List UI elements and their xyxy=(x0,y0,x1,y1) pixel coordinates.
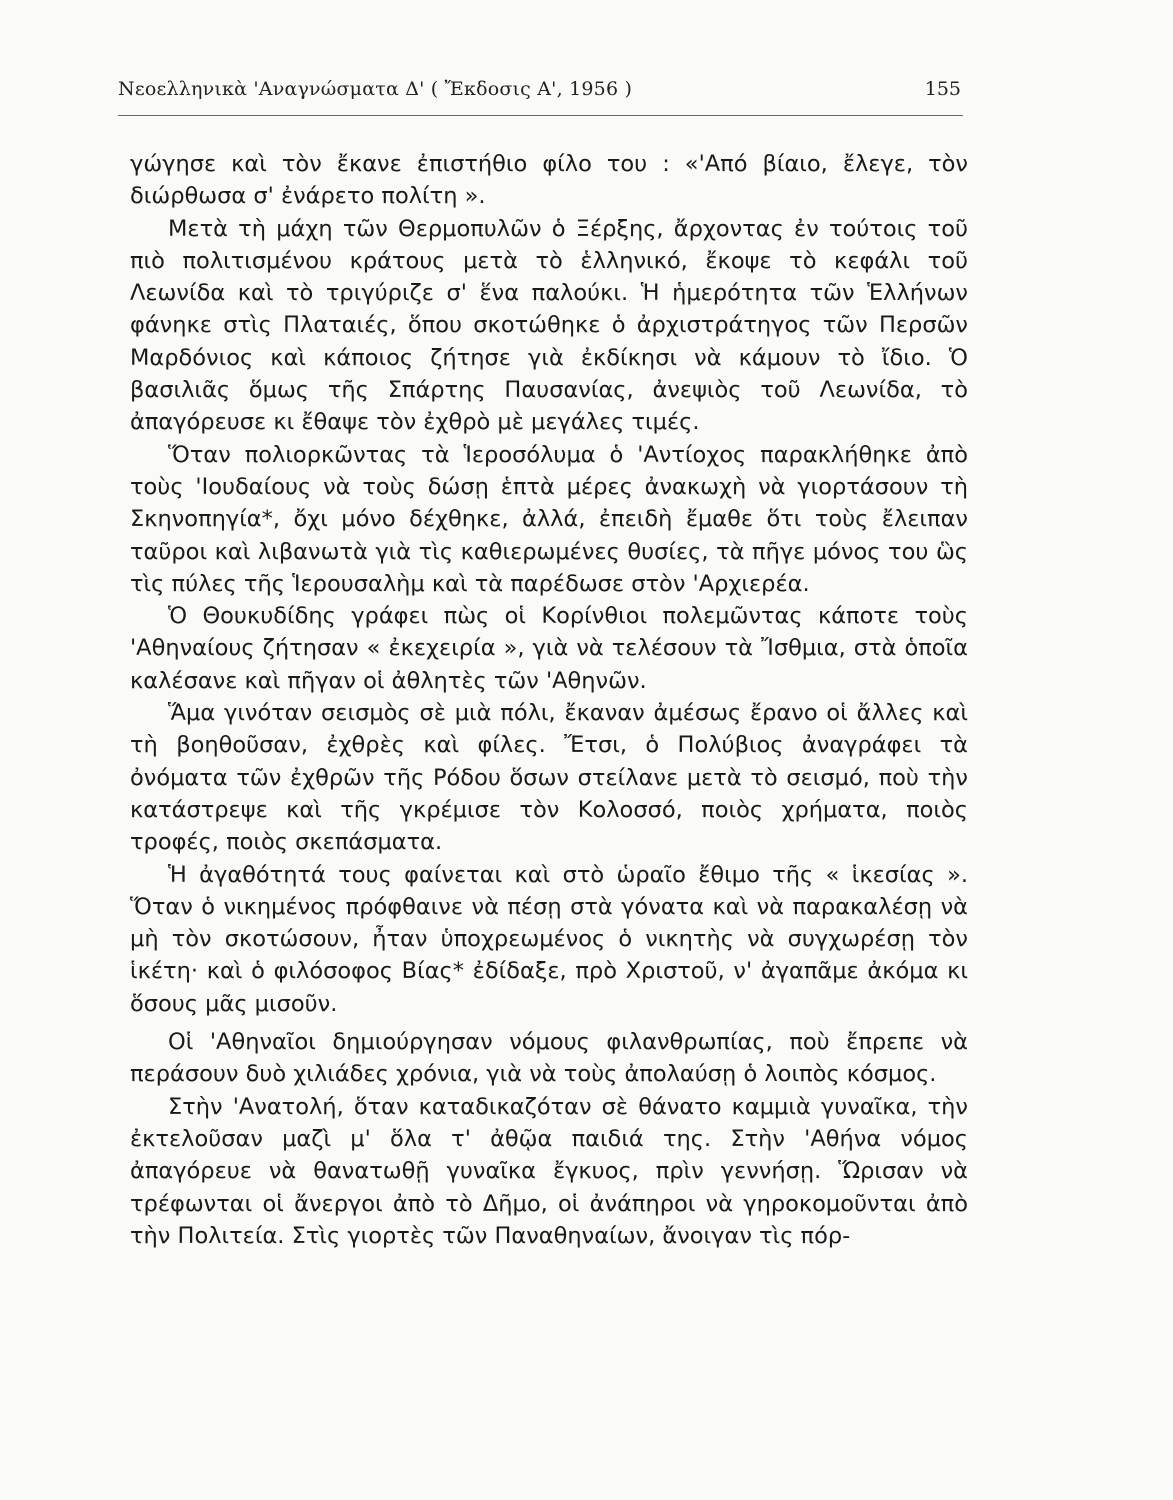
paragraph: Μετὰ τὴ μάχη τῶν Θερμοπυλῶν ὁ Ξέρξης, ἄρχοντας ἐν τούτοις τοῦ πιὸ πολιτισμένου κράτους μετὰ τὸ ἑλληνικό, ἔκοψε τὸ κεφάλι τοῦ Λεωνίδα καὶ τὸ τριγύριζε σ' ἕνα παλούκι. Ἡ ἡμερότητα τῶν Ἑλλήνων φάνηκε στὶς Πλαταιές, ὅπου σκοτώθηκε ὁ ἀρχιστράτηγος τῶν Περσῶν Μαρδόνιος καὶ κάποιος ζήτησε γιὰ ἐκδίκησι νὰ κάμουν τὸ ἴδιο. Ὁ βασιλιᾶς ὅμως τῆς Σπάρτης Παυσανίας, ἀνεψιὸς τοῦ Λεωνίδα, τὸ ἀπαγόρευσε κι ἔθαψε τὸν ἐχθρὸ μὲ μεγάλες τιμές. xyxy=(130,215,968,436)
paragraph: γώγησε καὶ τὸν ἔκανε ἐπιστήθιο φίλο του : «'Από βίαιο, ἔλεγε, τὸν διώρθωσα σ' ἐνάρετο πολίτη ». xyxy=(130,151,968,210)
header-rule xyxy=(118,115,963,116)
paragraph: Ὁ Θουκυδίδης γράφει πὼς οἱ Κορίνθιοι πολεμῶντας κάποτε τοὺς 'Αθηναίους ζήτησαν « ἐκεχειρία », γιὰ νὰ τελέσουν τὰ Ἴσθμια, στὰ ὁποῖα καλέσανε καὶ πῆγαν οἱ ἀθλητὲς τῶν 'Αθηνῶν. xyxy=(130,603,968,694)
paragraph: Ἡ ἀγαθότητά τους φαίνεται καὶ στὸ ὡραῖο ἔθιμο τῆς « ἱκεσίας ». Ὅταν ὁ νικημένος πρόφθαινε νὰ πέσῃ στὰ γόνατα καὶ νὰ παρακαλέσῃ νὰ μὴ τὸν σκοτώσουν, ἦταν ὑποχρεωμένος ὁ νικητὴς νὰ συγχωρέσῃ τὸν ἱκέτη· καὶ ὁ φιλόσοφος Βίας* ἐδίδαξε, πρὸ Χριστοῦ, ν' ἀγαπᾶμε ἀκόμα κι ὅσους μᾶς μισοῦν. xyxy=(130,861,968,1017)
paragraph: Στὴν 'Ανατολή, ὅταν καταδικαζόταν σὲ θάνατο καμμιὰ γυναῖκα, τὴν ἐκτελοῦσαν μαζὶ μ' ὅλα τ' ἀθῷα παιδιά της. Στὴν 'Αθήνα νόμος ἀπαγόρευε νὰ θανατωθῇ γυναῖκα ἔγκυος, πρὶν γεννήσῃ. Ὥρισαν νὰ τρέφωνται οἱ ἄνεργοι ἀπὸ τὸ Δῆμο, οἱ ἀνάπηροι νὰ γηροκομοῦνται ἀπὸ τὴν Πολιτεία. Στὶς γιορτὲς τῶν Παναθηναίων, ἄνοιγαν τὶς πόρ- xyxy=(130,1093,968,1249)
paragraph: Ἅμα γινόταν σεισμὸς σὲ μιὰ πόλι, ἔκαναν ἀμέσως ἔρανο οἱ ἄλλες καὶ τὴ βοηθοῦσαν, ἐχθρὲς καὶ φίλες. Ἔτσι, ὁ Πολύβιος ἀναγράφει τὰ ὀνόματα τῶν ἐχθρῶν τῆς Ρόδου ὅσων στείλανε μετὰ τὸ σεισμό, ποὺ τὴν κατάστρεψε καὶ τῆς γκρέμισε τὸν Κολοσσό, ποιὸς χρήματα, ποιὸς τροφές, ποιὸς σκεπάσματα. xyxy=(130,700,968,856)
running-head xyxy=(118,74,963,104)
page-number: 155 xyxy=(924,78,961,100)
paragraph: Οἱ 'Αθηναῖοι δημιούργησαν νόμους φιλανθρωπίας, ποὺ ἔπρεπε νὰ περάσουν δυὸ χιλιάδες χρόνια, γιὰ νὰ τοὺς ἀπολαύσῃ ὁ λοιπὸς κόσμος. xyxy=(130,1029,968,1088)
running-title: Νεοελληνικὰ 'Αναγνώσματα Δ' ( Ἔκδοσις Α', 1956 ) xyxy=(118,78,633,100)
paragraph: Ὅταν πολιορκῶντας τὰ Ἱεροσόλυμα ὁ 'Αντίοχος παρακλήθηκε ἀπὸ τοὺς 'Ιουδαίους νὰ τοὺς δώσῃ ἑπτὰ μέρες ἀνακωχὴ νὰ γιορτάσουν τὴ Σκηνοπηγία*, ὄχι μόνο δέχθηκε, ἀλλά, ἐπειδὴ ἔμαθε ὅτι τοὺς ἔλειπαν ταῦροι καὶ λιβανωτὰ γιὰ τὶς καθιερωμένες θυσίες, τὰ πῆγε μόνος του ὣς τὶς πύλες τῆς Ἱερουσαλὴμ καὶ τὰ παρέδωσε στὸν 'Αρχιερέα. xyxy=(130,441,968,597)
body-text xyxy=(130,148,968,1252)
